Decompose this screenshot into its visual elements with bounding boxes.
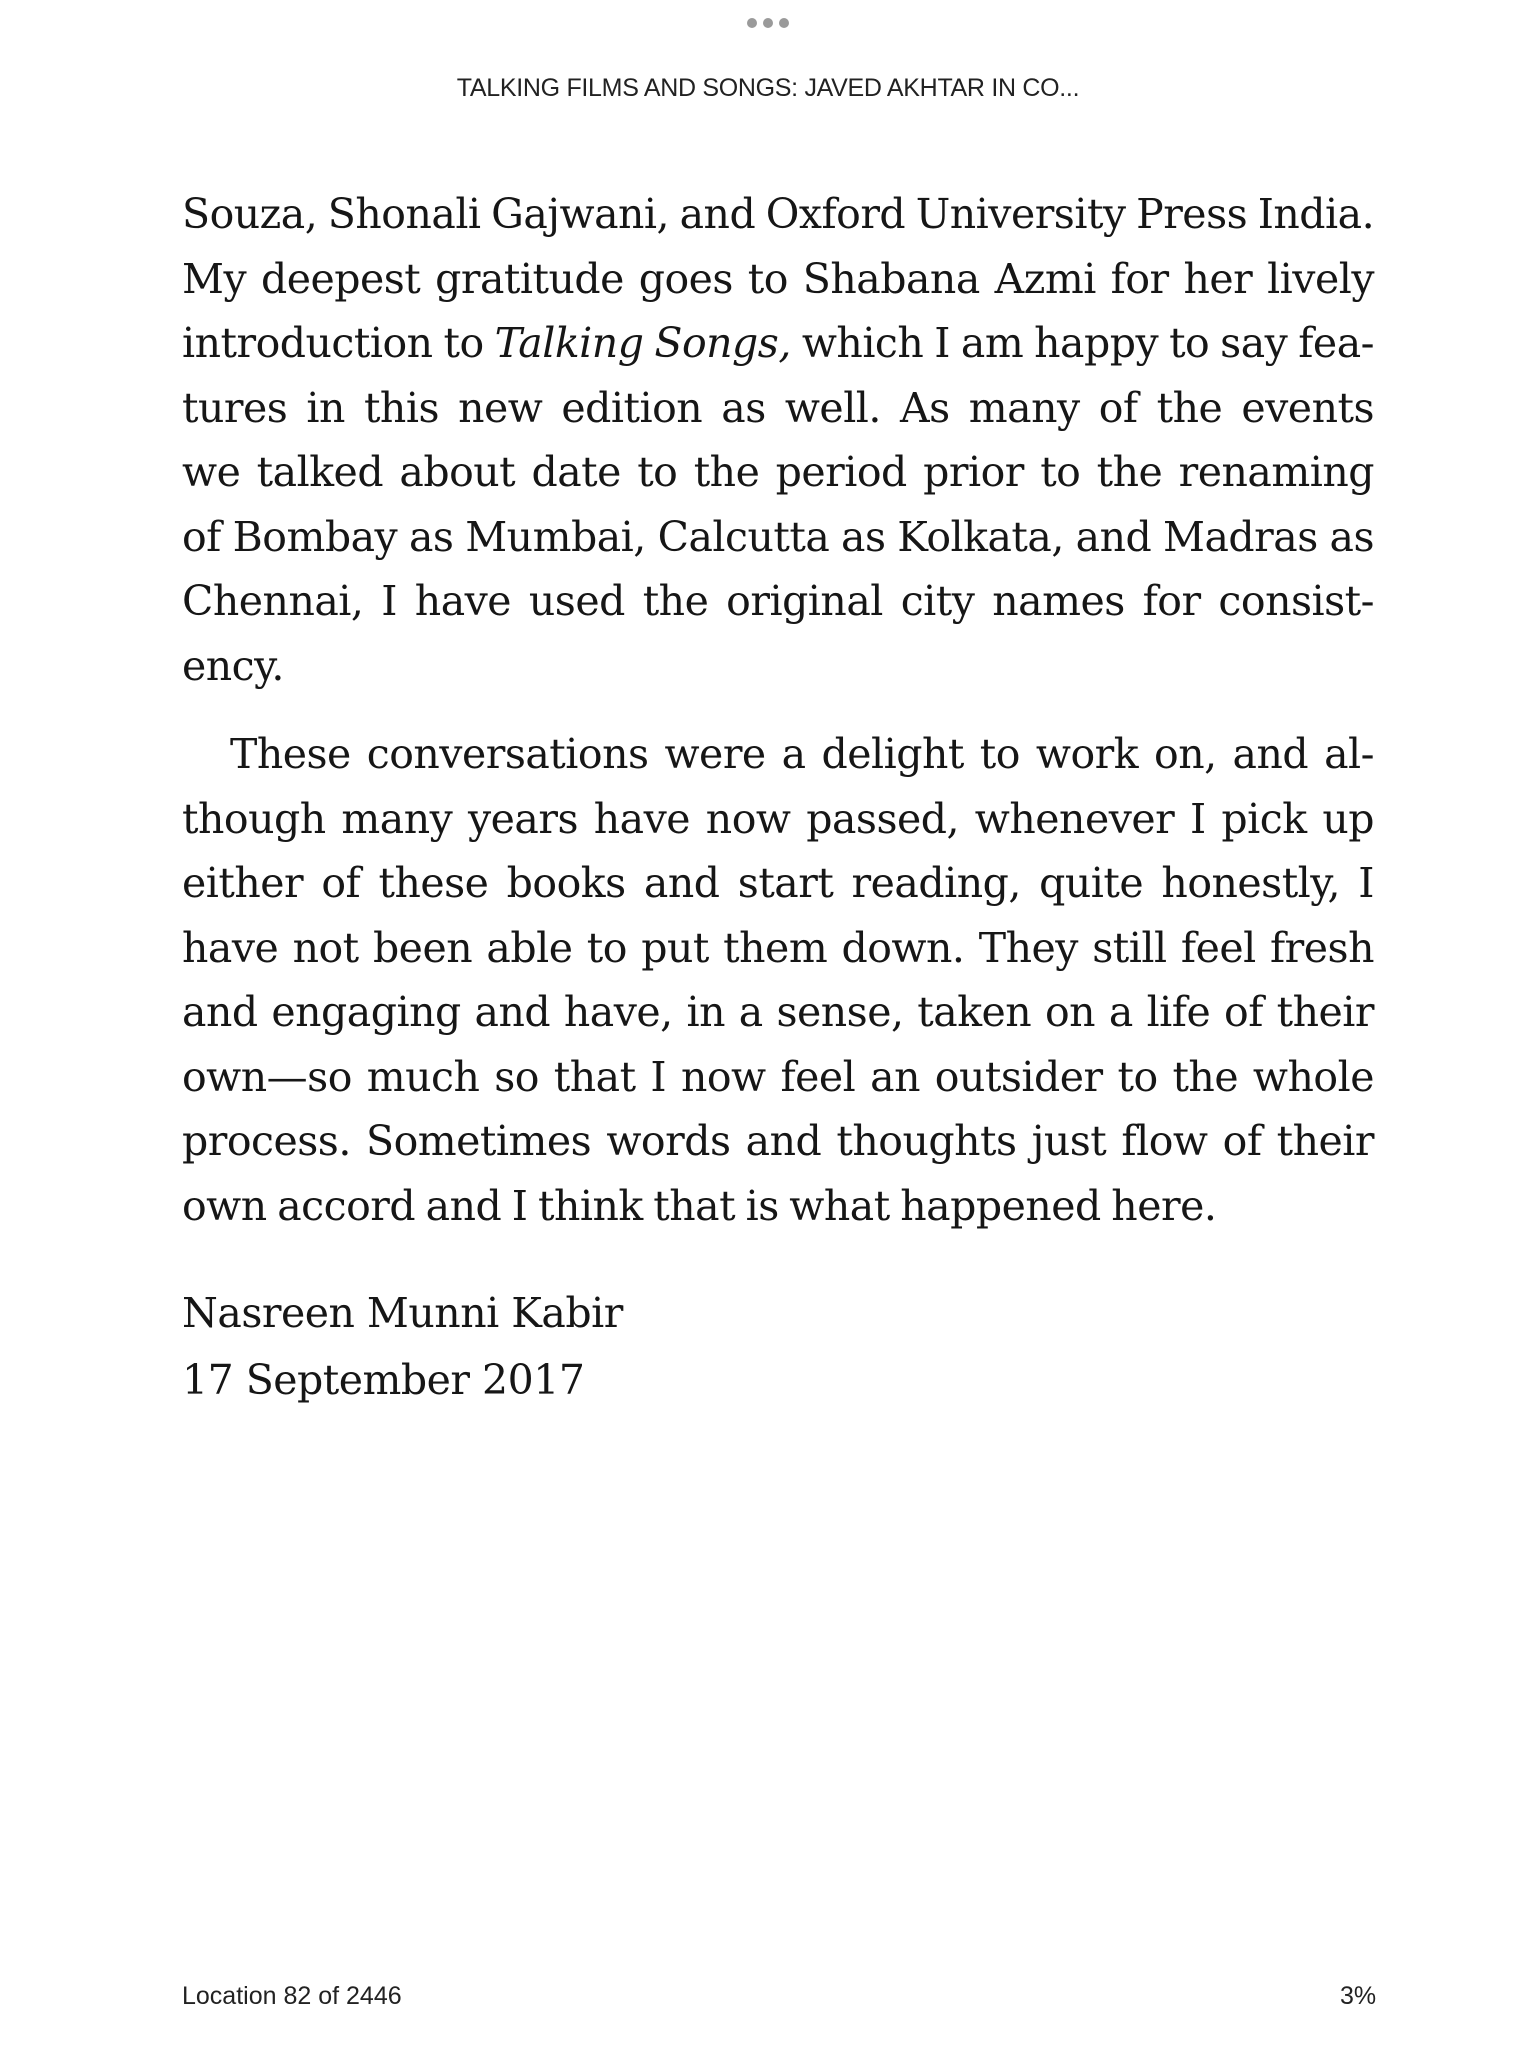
text-line <box>182 311 1374 376</box>
text-line: either of these books and start reading, quite honestly, I <box>182 859 1374 907</box>
text-line: These conversations were a delight to work on, and al- <box>230 730 1374 778</box>
text-run: introduction to <box>182 319 495 367</box>
text-line: process. Sometimes words and thoughts just flow of their <box>182 1117 1374 1165</box>
signature-block <box>182 1280 1374 1414</box>
text-line: ency. <box>182 641 284 690</box>
text-line: Chennai, I have used the original city names for consist- <box>182 577 1374 625</box>
text-line: and engaging and have, in a sense, taken on a life of their <box>182 988 1374 1036</box>
text-run: which I am happy to say fea- <box>790 319 1374 367</box>
text-line: have not been able to put them down. They still feel fresh <box>182 923 1374 972</box>
text-line: of Bombay as Mumbai, Calcutta as Kolkata, and Madras as <box>182 512 1374 561</box>
paragraph <box>182 182 1374 698</box>
signature-date: 17 September 2017 <box>182 1356 585 1404</box>
book-title[interactable]: TALKING FILMS AND SONGS: JAVED AKHTAR IN CO... <box>456 74 1080 102</box>
text-line: My deepest gratitude goes to Shabana Azmi for her lively <box>182 254 1374 303</box>
progress-percent: 3% <box>1340 1982 1377 2010</box>
book-title-italic: Talking Songs, <box>494 319 791 367</box>
dot <box>779 18 789 28</box>
text-line: tures in this new edition as well. As many of the events <box>182 383 1374 432</box>
author-name: Nasreen Munni Kabir <box>182 1289 623 1337</box>
page-content <box>182 182 1374 1414</box>
text-line: though many years have now passed, whenever I pick up <box>182 794 1374 843</box>
dot <box>763 18 773 28</box>
location-indicator[interactable]: Location 82 of 2446 <box>182 1982 402 2010</box>
text-line: we talked about date to the period prior to the renaming <box>182 448 1374 496</box>
dot <box>747 18 757 28</box>
paragraph <box>182 722 1374 1238</box>
more-dots-icon[interactable] <box>0 18 1536 28</box>
text-line: own—so much so that I now feel an outsider to the whole <box>182 1052 1374 1101</box>
text-line: Souza, Shonali Gajwani, and Oxford University Press India. <box>182 190 1375 238</box>
text-line: own accord and I think that is what happened here. <box>182 1181 1217 1230</box>
